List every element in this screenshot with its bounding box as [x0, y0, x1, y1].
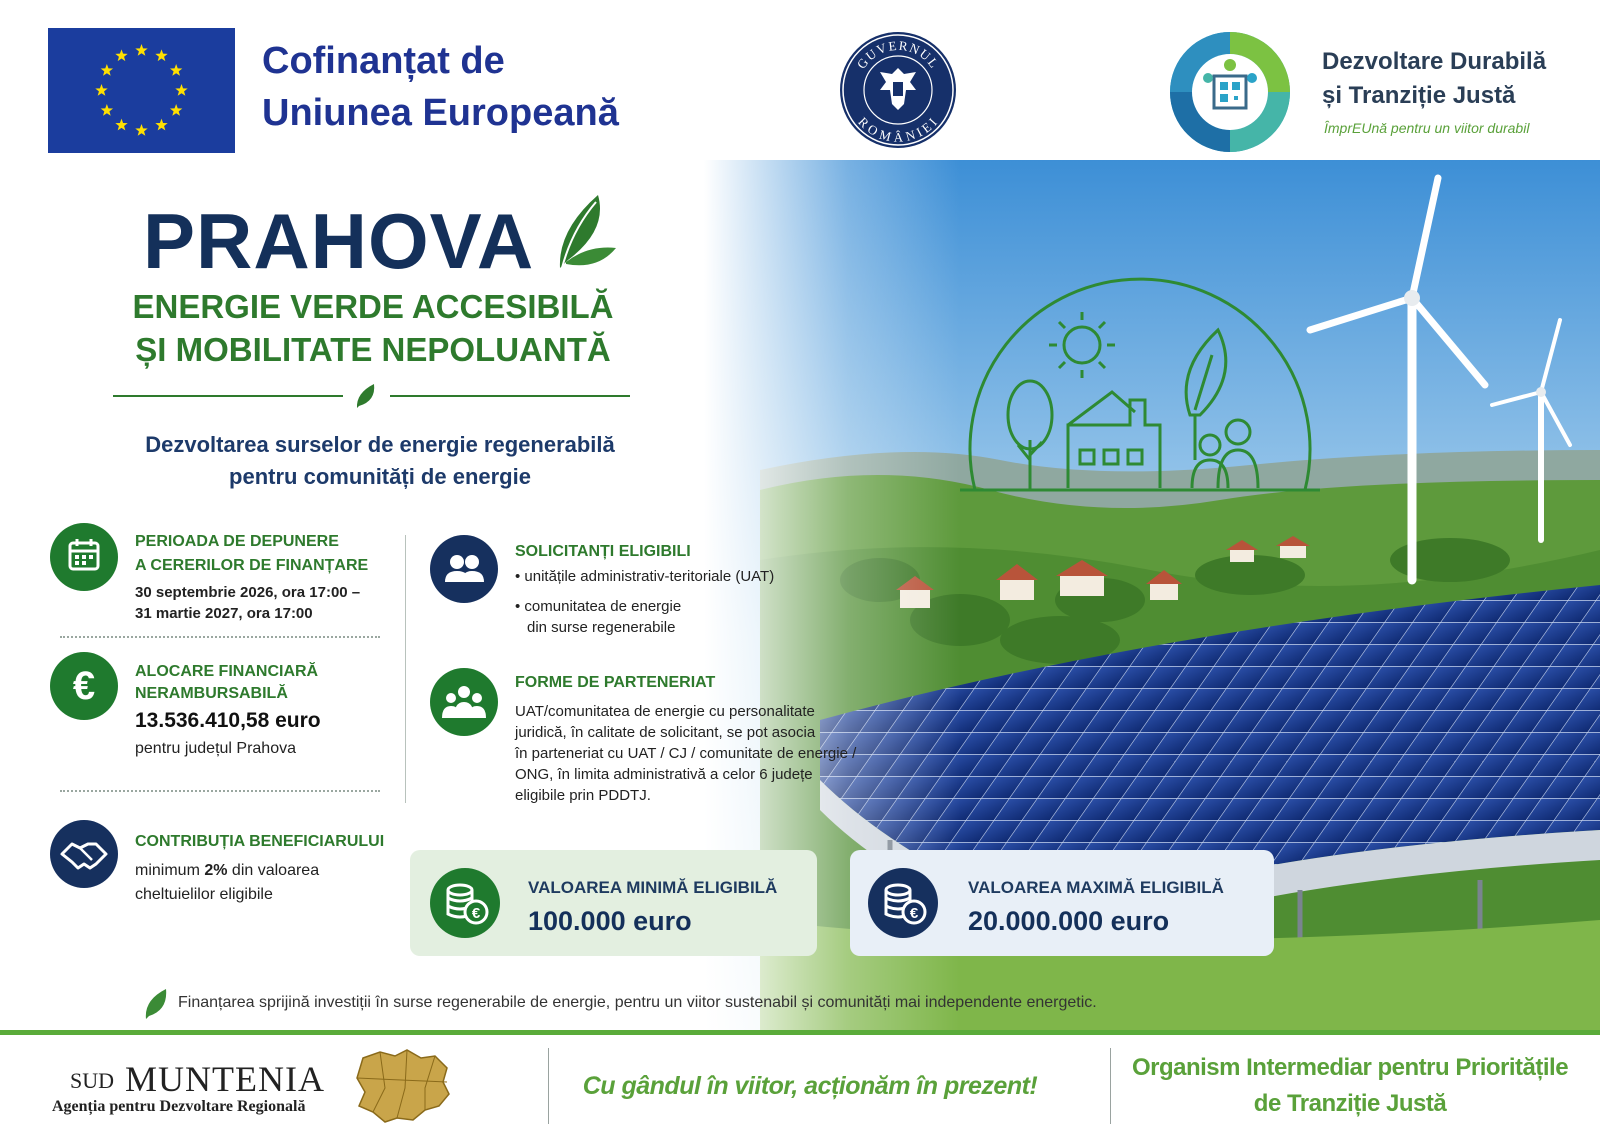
eu-flag-logo: [48, 28, 235, 153]
partnership-line: juridică, în calitate de solicitant, se pot asocia: [515, 724, 816, 741]
seal-top-text: GUVERNUL: [853, 37, 943, 72]
partnership-line: eligibile prin PDDTJ.: [515, 787, 651, 804]
leaf-icon: [548, 190, 618, 270]
period-title-line2: A CERERILOR DE FINANȚARE: [135, 557, 369, 574]
footer-separator: [548, 1048, 549, 1124]
people-icon: [430, 535, 498, 603]
allocation-note: pentru județul Prahova: [135, 740, 296, 757]
calendar-icon: [50, 523, 118, 591]
allocation-amount: 13.536.410,58 euro: [135, 709, 321, 732]
partnership-line: în parteneriat cu UAT / CJ / comunitate de energie /: [515, 745, 857, 762]
header: [0, 0, 1600, 160]
period-title-line1: PERIOADA DE DEPUNERE: [135, 533, 339, 550]
max-value-amount: 20.000.000 euro: [968, 906, 1170, 936]
contribution-line1: minimum 2% din valoarea: [135, 862, 320, 879]
partnership-line: UAT/comunitatea de energie cu personalitate: [515, 703, 815, 720]
svg-text:€: €: [471, 905, 481, 922]
partnership-title: FORME DE PARTENERIAT: [515, 674, 716, 691]
max-value-card: [850, 850, 1274, 956]
divider-right: [390, 395, 630, 397]
seal-bottom-text: ROMÂNIEI: [855, 113, 941, 145]
footnote: Finanțarea sprijină investiții în surse regenerabile de energie, pentru un viitor sustenabil și comunități mai independente energetic.: [178, 994, 1097, 1011]
leaf-icon: [143, 988, 169, 1020]
group-icon: [430, 668, 498, 736]
allocation-title-line1: ALOCARE FINANCIARĂ: [135, 663, 319, 680]
allocation-title-line2: NERAMBURSABILĂ: [135, 685, 288, 702]
dd-title-line1: Dezvoltare Durabilă: [1322, 48, 1547, 75]
applicants-title: SOLICITANȚI ELIGIBILI: [515, 543, 691, 560]
small-leaf-icon: [354, 383, 378, 409]
applicants-item2a: • comunitatea de energie: [515, 598, 682, 615]
contribution-line2: cheltuielilor eligibile: [135, 886, 273, 903]
eu-cofinanced-line2: Uniunea Europeană: [262, 92, 619, 134]
euro-icon: [50, 652, 118, 720]
period-date-line1: 30 septembrie 2026, ora 17:00 –: [135, 584, 361, 601]
adr-logo-muntenia: MUNTENIA: [125, 1059, 325, 1099]
eu-cofinanced-line1: Cofinanțat de: [262, 40, 505, 82]
applicants-item1: • unitățile administrativ-teritoriale (UAT): [515, 568, 775, 585]
contribution-title: CONTRIBUȚIA BENEFICIARULUI: [135, 833, 385, 850]
divider-left: [113, 395, 343, 397]
dotted-divider: [60, 790, 380, 792]
vertical-divider: [405, 535, 406, 803]
subtitle-line1: ENERGIE VERDE ACCESIBILĂ: [132, 288, 614, 325]
handshake-icon: [50, 820, 118, 888]
min-value-card: [410, 850, 817, 956]
svg-text:€: €: [909, 905, 919, 922]
dezvoltare-durabila-logo: [1168, 30, 1292, 154]
subtitle-line2: ȘI MOBILITATE NEPOLUANTĂ: [135, 331, 611, 368]
dd-title-line2: și Tranziție Justă: [1322, 82, 1516, 109]
min-value-label: VALOAREA MINIMĂ ELIGIBILĂ: [528, 878, 778, 897]
dotted-divider: [60, 636, 380, 638]
adr-logo-sud: SUD: [70, 1068, 115, 1093]
page-title: PRAHOVA: [143, 197, 535, 285]
romanian-government-seal: [838, 30, 958, 150]
adr-agency-name: Agenția pentru Dezvoltare Regională: [52, 1098, 306, 1115]
intermediate-body-line2: de Tranziție Justă: [1253, 1090, 1447, 1117]
footer-motto: Cu gândul în viitor, acționăm în prezent!: [582, 1072, 1038, 1100]
description-line1: Dezvoltarea surselor de energie regenerabilă: [145, 432, 615, 457]
svg-text:€: €: [72, 664, 96, 708]
intermediate-body-line1: Organism Intermediar pentru Prioritățile: [1131, 1054, 1569, 1081]
coins-icon: [868, 868, 938, 938]
description-line2: pentru comunități de energie: [229, 464, 531, 489]
region-map-icon: [355, 1048, 450, 1124]
partnership-line: ONG, în limita administrativă a celor 6 județe: [515, 766, 813, 783]
dd-tagline: ÎmprEUnă pentru un viitor durabil: [1324, 120, 1530, 136]
max-value-label: VALOAREA MAXIMĂ ELIGIBILĂ: [968, 878, 1224, 897]
coins-icon: [430, 868, 500, 938]
period-date-line2: 31 martie 2027, ora 17:00: [135, 605, 313, 622]
min-value-amount: 100.000 euro: [528, 906, 692, 936]
applicants-item2b: din surse regenerabile: [527, 619, 676, 636]
